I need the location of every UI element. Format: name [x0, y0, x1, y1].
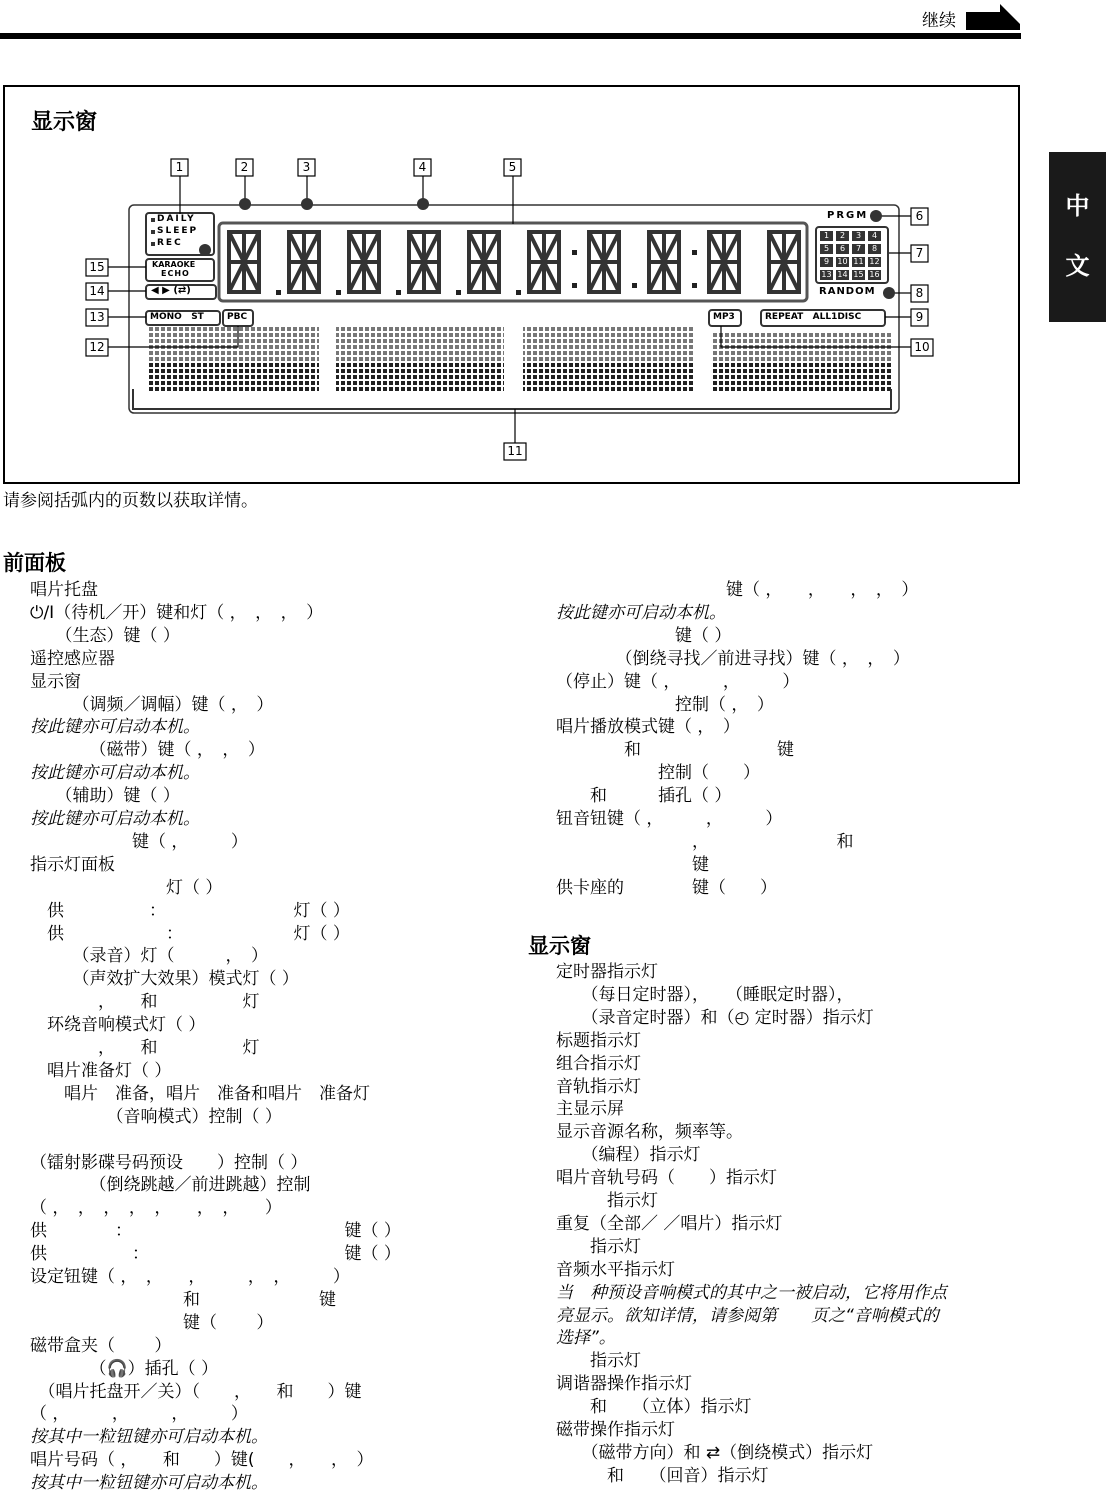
front-panel-item: 供 ： 灯（ ）: [30, 923, 350, 944]
display-window-item: （磁带方向）和 ⇄（倒绕模式）指示灯: [556, 1442, 874, 1463]
callout-number: 4: [418, 160, 427, 174]
callout-number: 1: [175, 160, 184, 174]
timer-label-rec: REC: [157, 238, 183, 248]
continue-arrow-icon: [966, 4, 1020, 30]
callout-number: 13: [89, 310, 105, 324]
repeat-label: REPEAT ALL1DISC: [765, 312, 862, 322]
random-label: RANDOM: [819, 286, 876, 297]
front-panel-item: （停止）键（ ， ， ）: [556, 671, 800, 692]
timer-dots: [151, 218, 155, 246]
track-number: 11: [853, 257, 864, 266]
callout-number: 12: [89, 340, 105, 354]
mp3-label: MP3: [713, 312, 735, 322]
track-number: 2: [839, 231, 846, 240]
pbc-label: PBC: [227, 312, 248, 322]
front-panel-item: 按其中一粒钮键亦可启动本机。: [30, 1473, 268, 1494]
front-panel-item: ， 和: [556, 831, 854, 852]
front-panel-item: （倒绕跳越／前进跳越）控制: [30, 1175, 311, 1196]
tape-direction-label: ◀ ▶ (⇄): [151, 285, 191, 296]
display-window-item: 亮显示。欲知详情，请参阅第 页之“音响模式的: [556, 1305, 939, 1326]
callout-number: 8: [915, 286, 924, 300]
front-panel-item: 磁带盒夹（ ）: [30, 1335, 172, 1356]
front-panel-item: 指示灯面板: [30, 854, 115, 875]
display-window-item: 调谐器操作指示灯: [556, 1374, 692, 1395]
display-figure: [3, 85, 1020, 484]
display-window-item: 指示灯: [556, 1236, 641, 1257]
front-panel-item: 供 ： 灯（ ）: [30, 900, 350, 921]
display-window-item: 重复（全部／ ／唱片）指示灯: [556, 1213, 783, 1234]
front-panel-item: （调频／调幅）键（ ， ）: [30, 694, 274, 715]
timer-label-sleep: SLEEP: [157, 226, 199, 236]
callout-number: 7: [915, 246, 924, 260]
front-panel-item: （磁带）键（ ， ， ）: [30, 740, 265, 761]
front-panel-item: 控制（ ）: [556, 763, 760, 784]
front-panel-item: ， 和 灯: [30, 1038, 260, 1058]
spectrum-analyzer: [149, 325, 891, 391]
front-panel-item: （镭射影碟号码预设 ）控制（ ）: [30, 1152, 308, 1173]
callout-number: 11: [507, 444, 523, 458]
callout-number: 6: [915, 209, 924, 223]
display-window-item: 音频水平指示灯: [556, 1259, 675, 1280]
front-panel-item: （生态）键（ ）: [30, 625, 180, 646]
callout-number: 10: [914, 340, 930, 354]
language-tab: [1049, 152, 1106, 322]
display-window-item: 定时器指示灯: [556, 962, 658, 982]
mono-st-label: MONO ST: [150, 312, 204, 322]
front-panel-item: 供卡座的 键（ ）: [556, 877, 777, 898]
segment-digits: [229, 232, 799, 292]
front-panel-item: 按此键亦可启动本机。: [30, 763, 200, 784]
display-window-item: 指示灯: [556, 1351, 641, 1372]
continue-label: 继续: [922, 11, 956, 31]
front-panel-item: （音响模式）控制（ ）: [30, 1106, 282, 1127]
front-panel-heading: 前面板: [3, 551, 66, 575]
display-window-item: 和 （回音）指示灯: [556, 1465, 769, 1486]
front-panel-item: 供 ： 键（ ）: [30, 1244, 401, 1265]
front-panel-item: 键（ ， ， ， ， ）: [556, 580, 919, 600]
track-number: 5: [823, 244, 830, 253]
track-number: 16: [869, 270, 880, 279]
front-panel-item: 设定钮键（ ， ， ， ， ， ）: [30, 1267, 350, 1287]
front-panel-item: 键: [556, 854, 709, 875]
track-number: 3: [855, 231, 862, 240]
display-window-item: 显示音源名称，频率等。: [556, 1122, 743, 1143]
front-panel-item: 按此键亦可启动本机。: [556, 602, 726, 623]
display-window-item: 音轨指示灯: [556, 1076, 641, 1097]
track-number: 8: [871, 244, 878, 253]
figure-title: 显示窗: [31, 110, 98, 135]
front-panel-item: 唱片 准备，唱片 准备和唱片 准备灯: [30, 1083, 370, 1104]
callout-number: 2: [240, 160, 249, 174]
leader-dots: [239, 198, 429, 210]
front-panel-item: 键（ ）: [30, 1312, 274, 1333]
display-window-item: 标题指示灯: [556, 1030, 641, 1051]
front-panel-item: 唱片托盘: [30, 580, 98, 600]
front-panel-item: （倒绕寻找／前进寻找）键（ ， ， ）: [556, 648, 910, 669]
front-panel-item: 和 键: [30, 1289, 336, 1310]
display-window-item: 当 种预设音响模式的其中之一被启动，它将用作点: [556, 1282, 947, 1303]
tab-char-2: 文: [1065, 252, 1090, 280]
track-number: 12: [869, 257, 880, 266]
callout-number: 9: [915, 310, 924, 324]
front-panel-item: （ ， ， ， ， ， ， ， ）: [30, 1198, 282, 1219]
front-panel-item: 控制（ ， ）: [556, 694, 774, 715]
display-window-item: 组合指示灯: [556, 1053, 641, 1074]
front-panel-item: 灯（ ）: [30, 877, 223, 898]
front-panel-item: 唱片播放模式键（ ， ）: [556, 717, 740, 738]
track-number: 4: [871, 231, 878, 240]
front-panel-item: （🎧）插孔（ ）: [30, 1358, 219, 1379]
spectrum-bracket: [133, 389, 891, 409]
front-panel-item: 钮音钮键（ ， ， ）: [556, 809, 783, 829]
track-number: 14: [837, 270, 848, 279]
front-panel-item: 遥控感应器: [30, 648, 115, 669]
clock-icon: [199, 244, 211, 256]
front-panel-item: （声效扩大效果）模式灯（ ）: [30, 969, 299, 990]
front-panel-item: 按此键亦可启动本机。: [30, 809, 200, 829]
track-number: 6: [839, 244, 846, 253]
display-window-item: 磁带操作指示灯: [556, 1420, 675, 1440]
prgm-dot: [870, 210, 882, 222]
track-number: 9: [823, 257, 830, 266]
callout-number: 3: [302, 160, 311, 174]
track-number: 13: [821, 270, 832, 279]
front-panel-item: 按此键亦可启动本机。: [30, 717, 200, 738]
display-window-heading: 显示窗: [528, 934, 591, 958]
front-panel-item: 唱片准备灯（ ）: [30, 1060, 172, 1081]
karaoke-label: KARAOKE: [152, 260, 196, 269]
random-dot: [883, 287, 895, 299]
display-window-item: 选择”。: [556, 1328, 616, 1349]
timer-label-daily: DAILY: [157, 214, 196, 224]
front-panel-item: （ ， ， ， ）: [30, 1404, 248, 1425]
display-window-item: 唱片音轨号码（ ）指示灯: [556, 1168, 777, 1189]
display-window-item: 主显示屏: [556, 1099, 624, 1120]
front-panel-item: ⏻/I（待机／开）键和灯（ ， ， ， ）: [30, 602, 324, 623]
front-panel-item: 供 ： 键（ ）: [30, 1221, 401, 1242]
display-window-item: 指示灯: [556, 1191, 658, 1211]
callout-number: 14: [89, 284, 105, 298]
callout-number: 15: [89, 260, 105, 274]
front-panel-item: 键（ ， ）: [30, 831, 248, 852]
display-window-item: 和 （立体）指示灯: [556, 1397, 752, 1418]
display-window-item: （每日定时器）， （睡眠定时器），: [556, 984, 854, 1005]
callout-number: 5: [508, 160, 517, 174]
tab-char-1: 中: [1065, 192, 1090, 220]
front-panel-item: 按其中一粒钮键亦可启动本机。: [30, 1427, 268, 1448]
front-panel-item: ， 和 灯: [30, 992, 260, 1013]
front-panel-item: 和 键: [556, 740, 794, 761]
front-panel-item: （辅助）键（ ）: [30, 786, 180, 807]
front-panel-item: （唱片托盘开／关）（ ， 和 ）键: [30, 1381, 362, 1402]
page-note: 请参阅括弧内的页数以获取详情。: [3, 491, 258, 511]
echo-label: ECHO: [161, 269, 190, 278]
front-panel-item: 键（ ）: [556, 625, 732, 646]
track-number: 7: [855, 244, 862, 253]
display-window-item: （编程）指示灯: [556, 1145, 701, 1166]
track-number: 10: [837, 257, 848, 266]
front-panel-item: （录音）灯（ ， ）: [30, 946, 268, 967]
track-number: 15: [853, 270, 864, 279]
front-panel-item: 和 插孔（ ）: [556, 786, 732, 807]
front-panel-item: 唱片号码（ ， 和 ）键( ， ， ）: [30, 1450, 374, 1471]
prgm-label: PRGM: [827, 210, 869, 221]
front-panel-item: 环绕音响模式灯（ ）: [30, 1015, 206, 1036]
track-number: 1: [823, 231, 830, 240]
display-window-item: （录音定时器）和（◴ 定时器）指示灯: [556, 1007, 874, 1028]
header-rule: [0, 33, 1021, 39]
front-panel-item: 显示窗: [30, 671, 81, 692]
